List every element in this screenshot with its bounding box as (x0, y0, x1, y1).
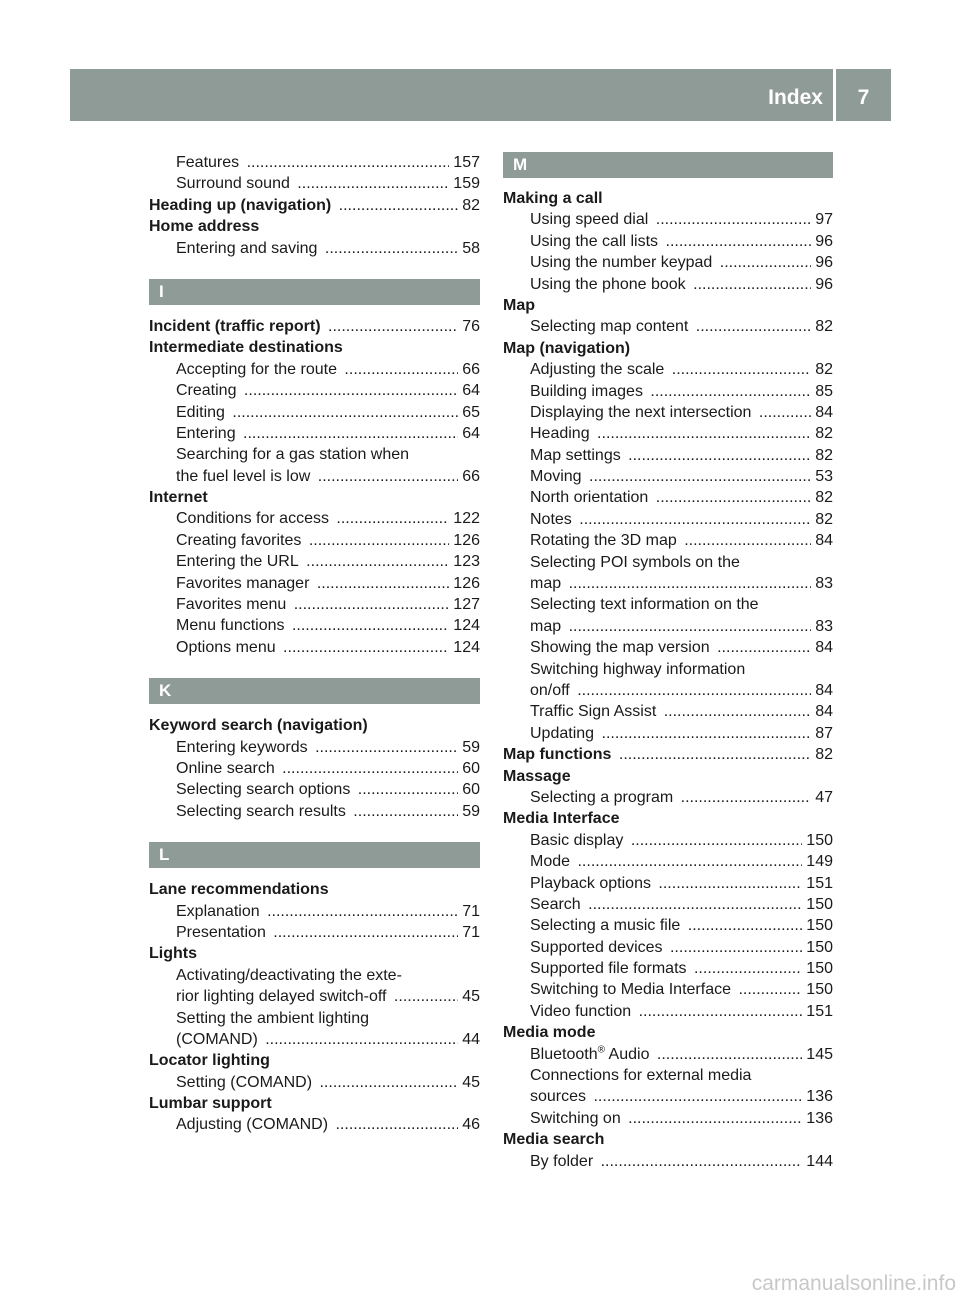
index-entry (149, 637, 480, 658)
entry-text: Using the number keypad (530, 254, 715, 271)
page-ref: 159 (449, 173, 480, 194)
page-ref: 145 (802, 1044, 833, 1065)
entry-text: Map functions (503, 746, 614, 763)
index-entry (503, 979, 833, 1000)
entry-text: Supported devices (530, 939, 666, 956)
index-entry (503, 894, 833, 915)
index-entry (149, 238, 480, 259)
entry-text: Map settings (530, 447, 624, 464)
index-heading (149, 337, 480, 358)
entry-text: By folder (530, 1153, 596, 1170)
index-entry (149, 737, 480, 758)
entry-group-l (149, 879, 480, 1136)
entry-text: Search (530, 896, 584, 913)
entry-text: Lumbar support (149, 1095, 275, 1112)
index-entry (149, 965, 480, 986)
index-entry (149, 466, 480, 487)
page-ref: 124 (449, 637, 480, 658)
page-ref: 83 (811, 573, 833, 594)
entry-text: Entering keywords (176, 739, 311, 756)
page-ref: 71 (458, 922, 480, 943)
index-entry (503, 274, 833, 295)
page-ref: 82 (811, 423, 833, 444)
letter-header-l: L (149, 842, 480, 868)
entry-text: Adjusting the scale (530, 361, 667, 378)
entry-text: Internet (149, 489, 211, 506)
page-ref: 97 (811, 209, 833, 230)
letter-header-m: M (503, 152, 833, 178)
index-column-left (149, 152, 480, 1136)
entry-text: Adjusting (COMAND) (176, 1116, 331, 1133)
index-heading (503, 1129, 833, 1150)
entry-text: Online search (176, 760, 278, 777)
entry-text: Options menu (176, 639, 279, 656)
entry-text: map (530, 575, 564, 592)
entry-text: Switching to Media Interface (530, 981, 734, 998)
index-entry (149, 758, 480, 779)
entry-text: Home address (149, 218, 262, 235)
entry-group-i (149, 316, 480, 658)
entry-text: Entering (176, 425, 239, 442)
index-heading (503, 744, 833, 765)
index-entry (503, 915, 833, 936)
entry-text: Media mode (503, 1024, 598, 1041)
page-ref: 59 (458, 801, 480, 822)
page-ref: 59 (458, 737, 480, 758)
index-entry (149, 986, 480, 1007)
index-column-right (503, 152, 833, 1172)
index-entry (503, 637, 833, 658)
index-entry (149, 615, 480, 636)
page-ref: 65 (458, 402, 480, 423)
page-ref: 96 (811, 274, 833, 295)
entry-text: Rotating the 3D map (530, 532, 680, 549)
index-entry (503, 509, 833, 530)
index-entry (149, 1008, 480, 1029)
entry-text: Notes (530, 511, 575, 528)
index-heading (149, 1093, 480, 1114)
entry-text: Moving (530, 468, 585, 485)
index-entry (503, 616, 833, 637)
section-title: Index (768, 86, 823, 109)
entry-text: Conditions for access (176, 510, 332, 527)
index-entry (149, 1114, 480, 1135)
index-entry (503, 402, 833, 423)
entry-text: Playback options (530, 875, 654, 892)
entry-text: Searching for a gas station when (176, 446, 412, 463)
index-entry (503, 573, 833, 594)
page-ref: 150 (802, 937, 833, 958)
page-ref: 84 (811, 530, 833, 551)
page-ref: 83 (811, 616, 833, 637)
entry-text: Locator lighting (149, 1052, 273, 1069)
entry-text: Selecting search options (176, 781, 353, 798)
page-ref: 64 (458, 423, 480, 444)
page-ref: 151 (802, 1001, 833, 1022)
index-entry (503, 1065, 833, 1086)
entry-text: Setting the ambient lighting (176, 1010, 372, 1027)
page-ref: 84 (811, 680, 833, 701)
index-heading (149, 216, 480, 237)
page-ref: 150 (802, 958, 833, 979)
entry-text: Bluetooth® Audio (530, 1046, 652, 1063)
page-ref: 60 (458, 779, 480, 800)
page-ref: 96 (811, 252, 833, 273)
index-heading (149, 715, 480, 736)
entry-text: Favorites manager (176, 575, 312, 592)
page-ref: 82 (458, 195, 480, 216)
entry-text: Media search (503, 1131, 607, 1148)
page-ref: 85 (811, 381, 833, 402)
index-heading (149, 195, 480, 216)
page-ref: 157 (449, 152, 480, 173)
index-entry (503, 873, 833, 894)
index-entry (503, 1001, 833, 1022)
entry-text: (COMAND) (176, 1031, 261, 1048)
index-entry (503, 680, 833, 701)
watermark: carmanualsonline.info (751, 1272, 956, 1295)
index-heading (149, 487, 480, 508)
index-entry (149, 779, 480, 800)
index-heading (503, 766, 833, 787)
entry-text: Selecting a music file (530, 917, 683, 934)
index-entry (149, 380, 480, 401)
index-entry (503, 552, 833, 573)
page-ref: 126 (449, 573, 480, 594)
index-heading (149, 316, 480, 337)
page-ref: 96 (811, 231, 833, 252)
letter-header-k: K (149, 678, 480, 704)
index-entry (503, 209, 833, 230)
entry-text: Map (503, 297, 538, 314)
entry-text: Selecting text information on the (530, 596, 762, 613)
index-heading (149, 1050, 480, 1071)
entry-text: Mode (530, 853, 573, 870)
entry-text: Using the phone book (530, 276, 689, 293)
page-ref: 122 (449, 508, 480, 529)
page-ref: 127 (449, 594, 480, 615)
entry-text: Entering and saving (176, 240, 320, 257)
page-ref: 76 (458, 316, 480, 337)
page-ref: 84 (811, 701, 833, 722)
entry-text: Incident (traffic report) (149, 318, 324, 335)
index-entry (149, 573, 480, 594)
entry-text: Features (176, 154, 242, 171)
entry-text: Heading up (navigation) (149, 197, 334, 214)
entry-text: Selecting search results (176, 803, 349, 820)
registered-mark: ® (597, 1044, 605, 1056)
page-ref: 53 (811, 466, 833, 487)
entry-text: Intermediate destinations (149, 339, 346, 356)
entry-text: Favorites menu (176, 596, 289, 613)
index-entry (149, 922, 480, 943)
page-number: 7 (857, 86, 870, 109)
entry-group-m (503, 188, 833, 1172)
page-ref: 66 (458, 466, 480, 487)
page-ref: 82 (811, 744, 833, 765)
entry-text: Displaying the next intersection (530, 404, 754, 421)
entry-text: Supported file formats (530, 960, 690, 977)
page-ref: 136 (802, 1086, 833, 1107)
page-ref: 149 (802, 851, 833, 872)
index-entry (503, 701, 833, 722)
index-entry (503, 659, 833, 680)
entry-text: sources (530, 1088, 589, 1105)
index-entry (149, 152, 480, 173)
entry-text: the fuel level is low (176, 468, 313, 485)
entry-text: Basic display (530, 832, 626, 849)
page-ref: 82 (811, 445, 833, 466)
entry-text: North orientation (530, 489, 651, 506)
index-entry (149, 508, 480, 529)
page-ref: 45 (458, 986, 480, 1007)
entry-text: Surround sound (176, 175, 293, 192)
page-ref: 150 (802, 915, 833, 936)
entry-text: Creating (176, 382, 239, 399)
entry-text: Selecting POI symbols on the (530, 554, 743, 571)
page-ref: 82 (811, 359, 833, 380)
index-entry (149, 423, 480, 444)
index-entry (149, 1029, 480, 1050)
index-entry (149, 444, 480, 465)
index-entry (503, 787, 833, 808)
page-ref: 47 (811, 787, 833, 808)
entry-text: Using the call lists (530, 233, 661, 250)
entry-text: Video function (530, 1003, 634, 1020)
index-entry (149, 1072, 480, 1093)
index-entry (503, 1108, 833, 1129)
index-entry (503, 381, 833, 402)
page-ref: 136 (802, 1108, 833, 1129)
entry-text: Heading (530, 425, 593, 442)
entry-text: Entering the URL (176, 553, 302, 570)
entry-text: Building images (530, 383, 646, 400)
index-heading (503, 188, 833, 209)
index-heading (149, 943, 480, 964)
page-ref: 124 (449, 615, 480, 636)
entry-text: Making a call (503, 190, 606, 207)
index-entry (149, 901, 480, 922)
index-heading (503, 338, 833, 359)
entry-text: Traffic Sign Assist (530, 703, 659, 720)
index-entry (503, 851, 833, 872)
letter-header-i: I (149, 279, 480, 305)
entry-text: Connections for external media (530, 1067, 754, 1084)
entry-text: map (530, 618, 564, 635)
index-entry (503, 594, 833, 615)
entry-text: on/off (530, 682, 573, 699)
page-ref: 84 (811, 637, 833, 658)
index-heading (503, 1022, 833, 1043)
index-entry (503, 1151, 833, 1172)
entry-text: Lane recommendations (149, 881, 332, 898)
page-ref: 126 (449, 530, 480, 551)
index-entry (503, 958, 833, 979)
index-entry (503, 830, 833, 851)
index-entry (503, 423, 833, 444)
page-ref: 82 (811, 487, 833, 508)
page-ref: 71 (458, 901, 480, 922)
entry-text: Map (navigation) (503, 340, 633, 357)
entry-group-k (149, 715, 480, 822)
entry-text: Explanation (176, 903, 263, 920)
page-ref: 82 (811, 509, 833, 530)
page-ref: 45 (458, 1072, 480, 1093)
index-entry (149, 173, 480, 194)
entry-text: Menu functions (176, 617, 288, 634)
entry-text: Selecting a program (530, 789, 676, 806)
entry-text: Activating/deactivating the exte- (176, 967, 405, 984)
index-heading (503, 295, 833, 316)
entry-text: Media Interface (503, 810, 622, 827)
index-entry (149, 551, 480, 572)
header-bar (70, 69, 891, 121)
index-entry (503, 1044, 833, 1065)
index-entry (503, 530, 833, 551)
entry-text: Updating (530, 725, 597, 742)
page-ref: 44 (458, 1029, 480, 1050)
page-ref: 144 (802, 1151, 833, 1172)
index-entry (503, 937, 833, 958)
index-entry (503, 316, 833, 337)
index-entry (149, 359, 480, 380)
index-heading (503, 808, 833, 829)
entry-text: Setting (COMAND) (176, 1074, 315, 1091)
page-ref: 150 (802, 979, 833, 1000)
page-ref: 84 (811, 402, 833, 423)
page-ref: 64 (458, 380, 480, 401)
entry-text: Accepting for the route (176, 361, 340, 378)
entry-text: Creating favorites (176, 532, 304, 549)
entry-text: Selecting map content (530, 318, 691, 335)
entry-text: Editing (176, 404, 228, 421)
page-ref: 150 (802, 894, 833, 915)
entry-text: Switching on (530, 1110, 624, 1127)
index-heading (149, 879, 480, 900)
entry-text: Using speed dial (530, 211, 651, 228)
index-entry (149, 530, 480, 551)
page-ref: 150 (802, 830, 833, 851)
index-entry (503, 445, 833, 466)
entry-text: Showing the map version (530, 639, 713, 656)
entry-text: Presentation (176, 924, 269, 941)
page-ref: 60 (458, 758, 480, 779)
index-entry (149, 594, 480, 615)
page-ref: 82 (811, 316, 833, 337)
index-entry (503, 231, 833, 252)
index-entry (503, 359, 833, 380)
page-ref: 66 (458, 359, 480, 380)
index-entry (149, 402, 480, 423)
entry-group-pre (149, 152, 480, 259)
page-ref: 46 (458, 1114, 480, 1135)
index-entry (503, 252, 833, 273)
entry-text: Lights (149, 945, 200, 962)
page-ref: 151 (802, 873, 833, 894)
index-entry (149, 801, 480, 822)
index-entry (503, 723, 833, 744)
page-ref: 87 (811, 723, 833, 744)
page-ref: 123 (449, 551, 480, 572)
index-entry (503, 1086, 833, 1107)
index-entry (503, 487, 833, 508)
entry-text: Massage (503, 768, 574, 785)
index-entry (503, 466, 833, 487)
page-ref: 58 (458, 238, 480, 259)
entry-text: Switching highway information (530, 661, 748, 678)
entry-text: rior lighting delayed switch-off (176, 988, 389, 1005)
entry-text: Keyword search (navigation) (149, 717, 371, 734)
